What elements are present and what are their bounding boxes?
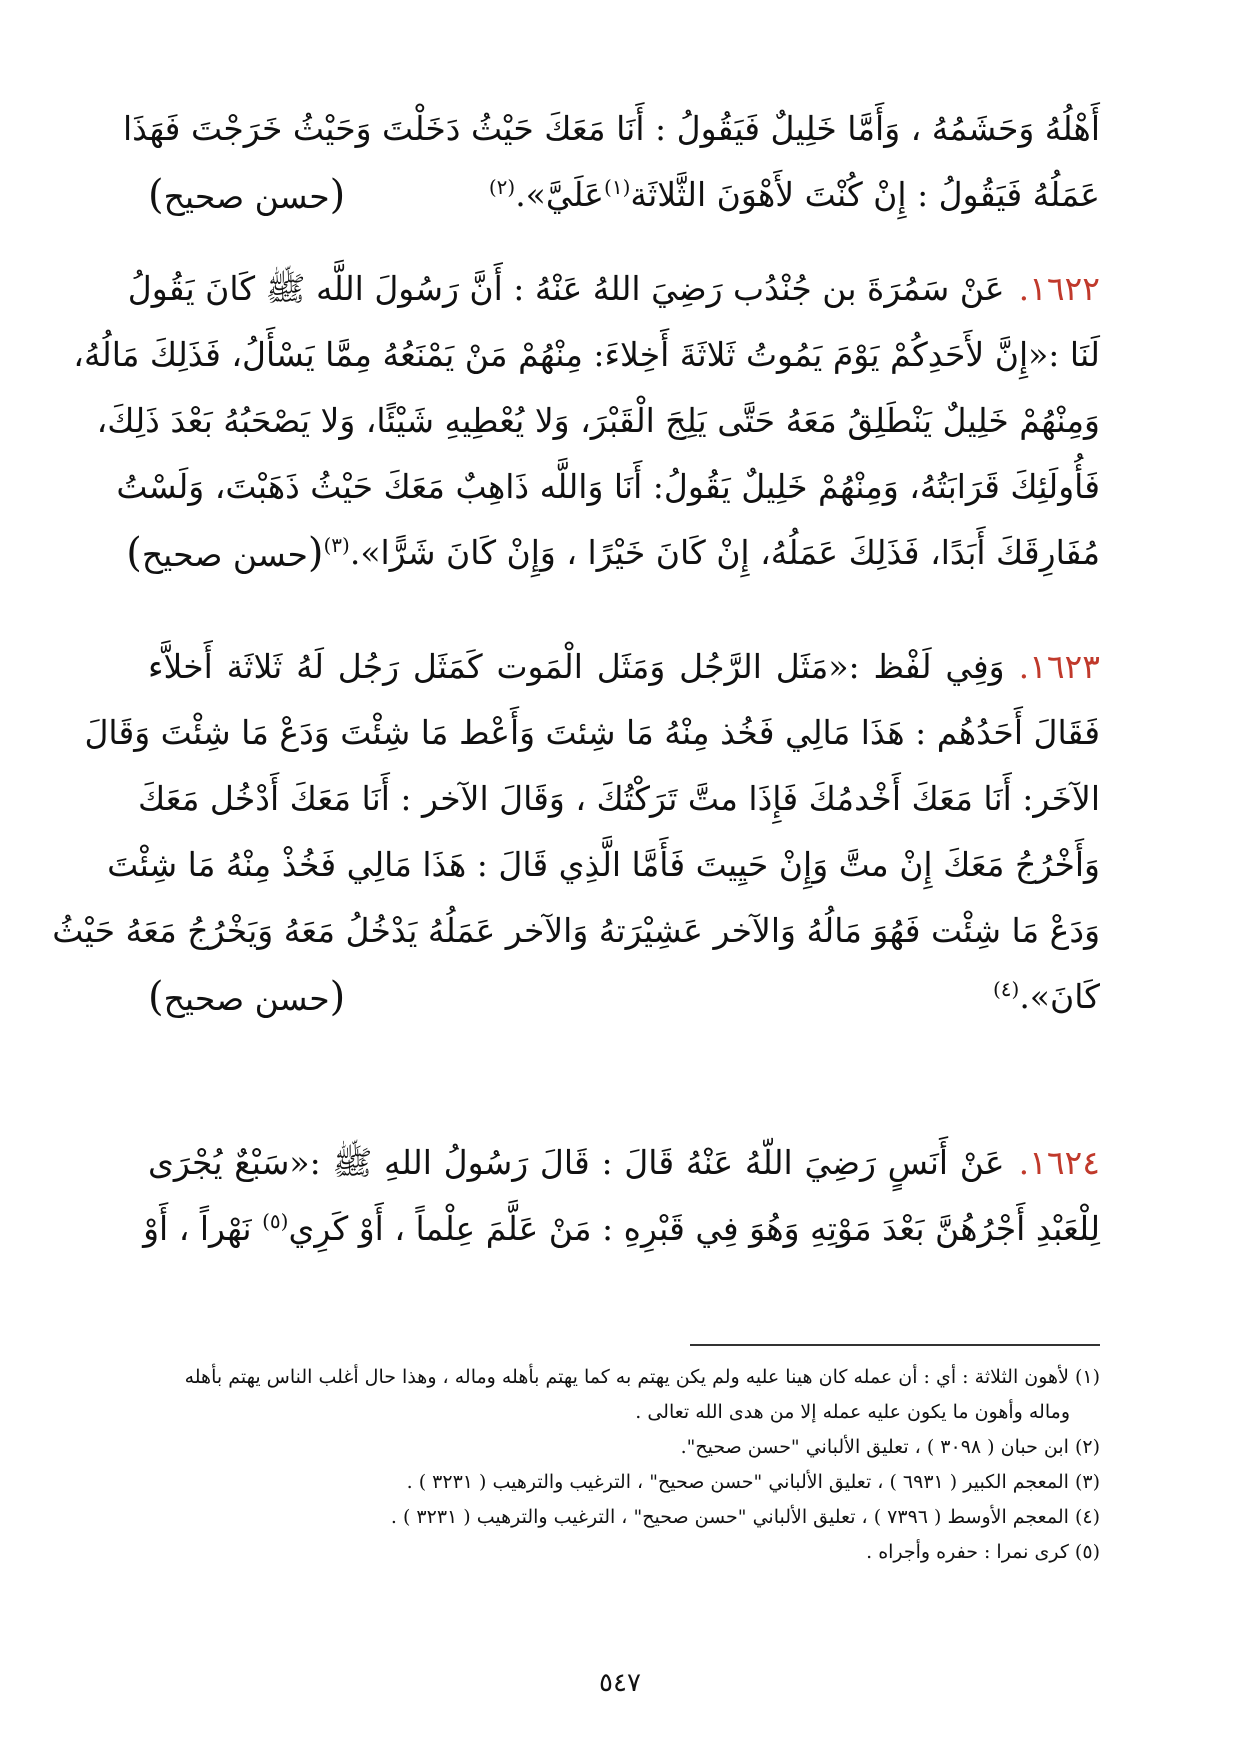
page-number: ٥٤٧	[599, 1668, 641, 1698]
text-fragment: مُفَارِقَكَ أَبَدًا، فَذَلِكَ عَمَلُهُ، إِنْ كَانَ خَيْرًا ، وَإِنْ كَانَ شَرًّا».	[349, 533, 1100, 572]
hadith-grade: (حسن صحيح)	[126, 530, 324, 576]
text-line-with-grade	[126, 520, 1100, 586]
text-line-with-grade	[148, 162, 1100, 228]
footnote-continuation: وماله وأهون ما يكون عليه عمله إلا من هدى الله تعالى .	[635, 1401, 1070, 1423]
text-line: وَأَخْرُجُ مَعَكَ إِنْ متَّ وَإِنْ حَيِيتَ فَأَمَّا الَّذِي قَالَ : هَذَا مَالِي فَخُذْ مِنْهُ مَا شِئْتَ	[107, 845, 1100, 884]
footnote-ref: (٤)	[992, 977, 1020, 1001]
text-line: فَأُولَئِكَ قَرَابَتُهُ، وَمِنْهُمْ خَلِيلٌ يَقُولُ: أَنَا وَاللَّه ذَاهِبٌ مَعَكَ حَيْثُ ذَهَبْتَ، وَلَسْتُ	[116, 467, 1100, 506]
grade-label: حسن صحيح	[163, 979, 330, 1018]
hadith-1623	[52, 634, 1100, 1030]
text-fragment: عَنْ سَمُرَةَ بن جُنْدُب رَضِيَ اللهُ عَنْهُ : أَنَّ رَسُولَ اللَّه ﷺ كَانَ يَقُولُ	[127, 269, 1005, 308]
text-fragment: عَنْ أَنَسٍ رَضِيَ اللّهُ عَنْهُ قَالَ : قَالَ رَسُولُ اللهِ ﷺ :«سَبْعٌ يُجْرَى	[148, 1143, 1005, 1182]
hadith-grade: (حسن صحيح)	[148, 172, 346, 218]
footnote: (٢) ابن حبان ( ٣٠٩٨ ) ، تعليق الألباني "حسن صحيح".	[680, 1436, 1100, 1458]
footnote-divider	[690, 1344, 1100, 1346]
hadith-1624	[143, 1130, 1100, 1262]
footnote: (١) لأهون الثلاثة : أي : أن عمله كان هينا عليه ولم يكن يهتم به كما يهتم بأهله وماله ، وهذا حال أغلب الناس يهتم بأهله	[184, 1366, 1100, 1388]
text-line: أَهْلُهُ وَحَشَمُهُ ، وَأَمَّا خَلِيلٌ فَيَقُولُ : أَنَا مَعَكَ حَيْثُ دَخَلْتَ وَحَيْثُ خَرَجْتَ فَهَذَا	[122, 109, 1100, 148]
hadith-1621-ending	[122, 96, 1100, 228]
text-fragment: وَفِي لَفْظ :«مَثَل الرَّجُل وَمَثَل الْمَوت كَمَثَل رَجُل لَهُ ثَلاثَة أَخلاَّء	[148, 647, 1005, 686]
grade-label: حسن صحيح	[163, 177, 330, 216]
text-line: لَنَا :«إِنَّ لأَحَدِكُمْ يَوْمَ يَمُوتُ ثَلاثَةَ أَخِلاءَ: مِنْهُمْ مَنْ يَمْنَعُهُ مِمَّا يَسْأَلُ، فَذَلِكَ مَالُهُ،	[73, 335, 1100, 374]
footnote-ref: (٥)	[262, 1209, 289, 1233]
text-fragment: عَلَيَّ».	[515, 175, 604, 214]
grade-label: حسن صحيح	[141, 535, 308, 574]
text-line	[143, 1196, 1100, 1262]
footnotes	[148, 1360, 1100, 1570]
footnote: (٥) كرى نمرا : حفره وأجراه .	[866, 1541, 1100, 1563]
text-line: فَقَالَ أَحَدُهُم : هَذَا مَالِي فَخُذ مِنْهُ مَا شِئتَ وَأَعْط مَا شِئْتَ وَدَعْ مَا شِئْتَ وَقَالَ	[84, 713, 1100, 752]
text-line: وَمِنْهُمْ خَلِيلٌ يَنْطَلِقُ مَعَهُ حَتَّى يَلِجَ الْقَبْرَ، وَلا يُعْطِيهِ شَيْئًا، وَلا يَصْحَبُهُ بَعْدَ ذَلِكَ،	[96, 401, 1100, 440]
text-line	[345, 964, 1100, 1030]
text-line: وَدَعْ مَا شِئْت فَهُوَ مَالُهُ وَالآخر عَشِيْرَتهُ وَالآخر عَمَلُهُ يَدْخُلُ مَعَهُ وَيَخْرُجُ مَعَهُ حَيْثُ	[52, 911, 1100, 950]
footnote: (٣) المعجم الكبير ( ٦٩٣١ ) ، تعليق الألباني "حسن صحيح" ، الترغيب والترهيب ( ٣٢٣١ ) .	[406, 1471, 1100, 1493]
footnote-ref: (١)	[604, 175, 631, 199]
footnote-ref: (٣)	[323, 533, 350, 557]
footnote-ref: (٢)	[488, 175, 516, 199]
text-line	[345, 162, 1100, 228]
hadith-grade: (حسن صحيح)	[148, 974, 346, 1020]
text-line	[127, 256, 1100, 322]
footnote: (٤) المعجم الأوسط ( ٧٣٩٦ ) ، تعليق الألباني "حسن صحيح" ، الترغيب والترهيب ( ٣٢٣١ ) .	[390, 1506, 1100, 1528]
text-fragment: نَهْراً ، أَوْ	[143, 1209, 252, 1248]
text-line	[323, 520, 1100, 586]
hadith-number: ١٦٢٤.	[1018, 1143, 1100, 1182]
text-fragment: كَانَ».	[1019, 977, 1100, 1016]
hadith-1622	[73, 256, 1100, 586]
text-line-with-grade	[148, 964, 1100, 1030]
hadith-number: ١٦٢٢.	[1018, 269, 1100, 308]
hadith-number: ١٦٢٣.	[1018, 647, 1100, 686]
text-line	[148, 634, 1100, 700]
text-line: الآخَر: أَنَا مَعَكَ أَخْدمُكَ فَإِذَا متَّ تَرَكْتُكَ ، وَقَالَ الآخر : أَنَا مَعَكَ أَدْخُل مَعَكَ	[138, 779, 1100, 818]
text-fragment: عَمَلُهُ فَيَقُولُ : إِنْ كُنْتَ لأَهْوَنَ الثَّلاثَة	[630, 175, 1100, 214]
text-line	[148, 1130, 1100, 1196]
text-fragment: لِلْعَبْدِ أَجْرُهُنَّ بَعْدَ مَوْتِهِ وَهُوَ فِي قَبْرِهِ : مَنْ عَلَّمَ عِلْماً ، أَوْ كَرِي	[288, 1209, 1100, 1248]
